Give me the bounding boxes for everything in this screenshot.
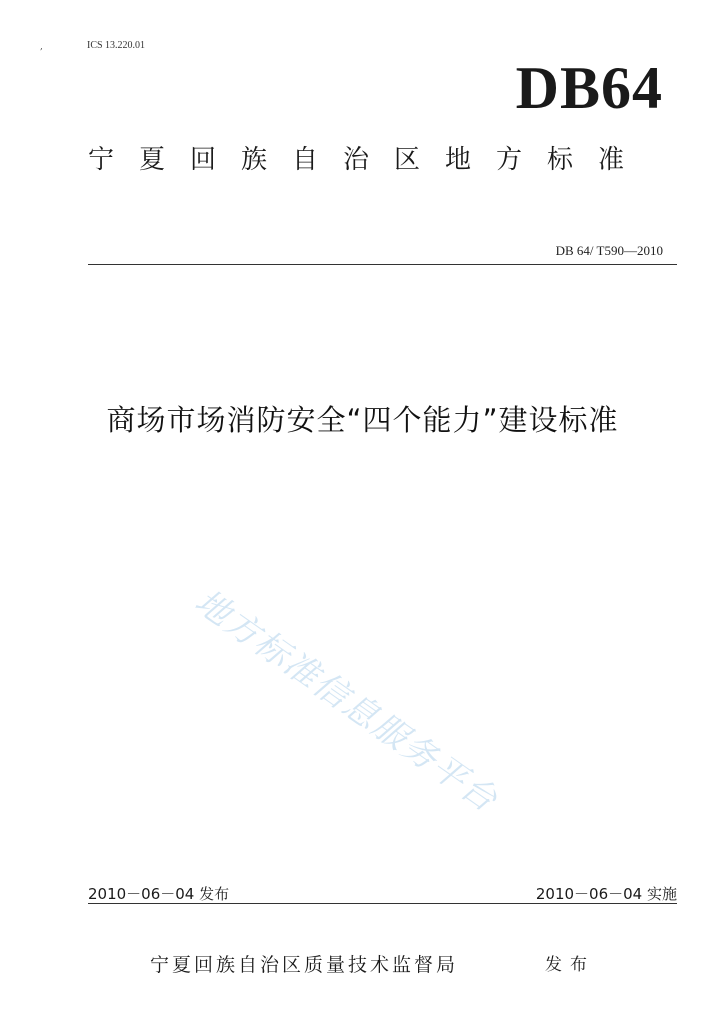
ics-code: ICS 13.220.01 [87, 40, 146, 51]
implementation-date: 2010－06－04 实施 [535, 885, 677, 903]
scan-mark: , [40, 42, 43, 52]
document-title: 商场市场消防安全“四个能力”建设标准 [106, 403, 619, 437]
watermark: 地方标准信息服务平台 [187, 581, 506, 821]
top-divider [88, 264, 677, 265]
bottom-divider [88, 903, 677, 904]
issuing-authority: 宁夏回族自治区质量技术监督局 [150, 954, 459, 976]
standard-number: DB 64/ T590—2010 [555, 243, 663, 258]
db-logo: DB64 [515, 55, 663, 121]
issue-label: 发布 [545, 955, 595, 975]
issue-date: 2010－06－04 发布 [88, 885, 230, 903]
standard-type-heading: 宁夏回族自治区地方标准 [88, 145, 650, 175]
